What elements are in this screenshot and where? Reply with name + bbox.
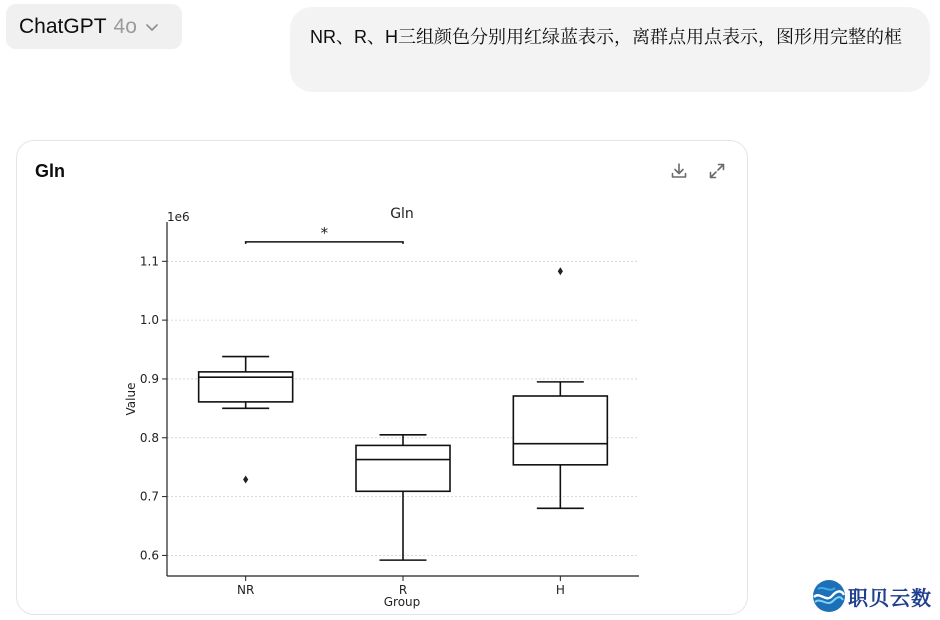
model-selector[interactable] bbox=[6, 4, 182, 49]
outlier-point bbox=[558, 267, 563, 275]
plot-boxes bbox=[199, 267, 608, 560]
watermark-text: 职贝云数 bbox=[848, 585, 932, 610]
chart-title: Gln bbox=[390, 206, 414, 222]
y-tick-label: 1.0 bbox=[139, 313, 159, 328]
user-message-bubble bbox=[290, 7, 930, 92]
y-axis-label: Value bbox=[124, 382, 138, 416]
x-tick-label: H bbox=[555, 583, 565, 597]
outlier-point bbox=[243, 476, 248, 484]
watermark bbox=[812, 578, 936, 614]
model-name: ChatGPT bbox=[19, 14, 107, 38]
globe-logo-icon bbox=[812, 579, 846, 613]
box-plot-chart bbox=[17, 141, 749, 616]
y-tick-label: 0.7 bbox=[139, 489, 159, 504]
significance-label: * bbox=[320, 223, 329, 242]
x-axis-label: Group bbox=[383, 595, 421, 609]
model-version: 4o bbox=[113, 14, 137, 38]
y-tick-label: 0.9 bbox=[139, 371, 159, 386]
chevron-down-icon bbox=[145, 20, 159, 34]
x-tick-label: R bbox=[398, 583, 408, 597]
y-tick-label: 0.6 bbox=[139, 548, 159, 563]
user-message-text: NR、R、H三组颜色分别用红绿蓝表示，离群点用点表示，图形用完整的框 bbox=[310, 27, 902, 47]
chart-card bbox=[16, 140, 748, 615]
y-tick-label: 0.8 bbox=[139, 430, 159, 445]
box-R bbox=[356, 445, 450, 491]
significance-bar bbox=[246, 242, 403, 244]
y-tick-label: 1.1 bbox=[139, 254, 159, 269]
x-tick-label: NR bbox=[237, 583, 255, 597]
y-scale-note: 1e6 bbox=[167, 210, 190, 224]
card-title: Gln bbox=[35, 161, 65, 181]
box-H bbox=[513, 396, 607, 465]
